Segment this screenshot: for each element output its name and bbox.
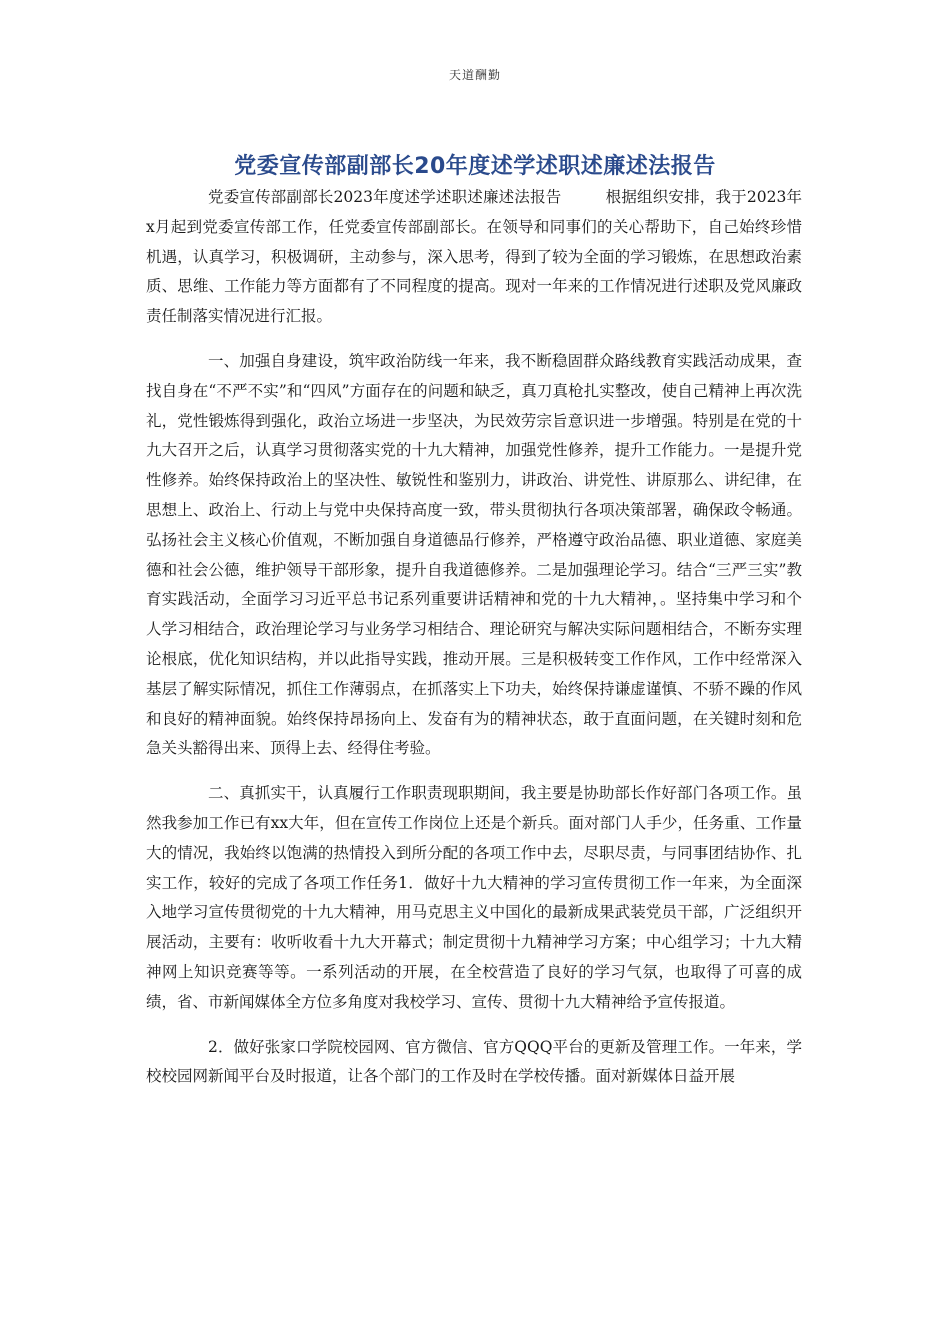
document-body bbox=[146, 183, 802, 1107]
header-note: 天道酬勤 bbox=[448, 68, 501, 82]
intro-lead: 党委宣传部副部长2023年度述学述职述廉述法报告 bbox=[208, 188, 562, 206]
page-title: 党委宣传部副部长20年度述学述职述廉述法报告 bbox=[234, 153, 716, 179]
intro-paragraph bbox=[146, 183, 802, 332]
intro-rest: 根据组织安排，我于2023年x月起到党委宣传部工作，任党委宣传部副部长。在领导和同事们的关心帮助下，自己始终珍惜机遇，认真学习，积极调研，主动参与，深入思考，得到了较为全面的学习锻炼，在思想政治素质、思维、工作能力等方面都有了不同程度的提高。现对一年来的工作情况进行述职及党风廉政责任制落实情况进行汇报。 bbox=[146, 188, 802, 326]
paragraph-section-1: 一、加强自身建设，筑牢政治防线一年来，我不断稳固群众路线教育实践活动成果，查找自身在“不严不实”和“四风”方面存在的问题和缺乏，真刀真枪扎实整改，使自己精神上再次洗礼，党性锻炼得到强化，政治立场进一步坚决，为民效劳宗旨意识进一步增强。特别是在党的十九大召开之后，认真学习贯彻落实党的十九大精神，加强党性修养，提升工作能力。一是提升党性修养。始终保持政治上的坚决性、敏锐性和鉴别力，讲政治、讲党性、讲原那么、讲纪律，在思想上、政治上、行动上与党中央保持高度一致，带头贯彻执行各项决策部署，确保政令畅通。弘扬社会主义核心价值观，不断加强自身道德品行修养，严格遵守政治品德、职业道德、家庭美德和社会公德，维护领导干部形象，提升自我道德修养。二是加强理论学习。结合“三严三实”教育实践活动，全面学习习近平总书记系列重要讲话精神和党的十九大精神，。坚持集中学习和个人学习相结合，政治理论学习与业务学习相结合、理论研究与解决实际问题相结合，不断夯实理论根底，优化知识结构，并以此指导实践，推动开展。三是积极转变工作作风，工作中经常深入基层了解实际情况，抓住工作薄弱点，在抓落实上下功夫，始终保持谦虚谨慎、不骄不躁的作风和良好的精神面貌。始终保持昂扬向上、发奋有为的精神状态，敢于直面问题，在关键时刻和危急关头豁得出来、顶得上去、经得住考验。 bbox=[146, 351, 802, 758]
paragraph-section-3: 2．做好张家口学院校园网、官方微信、官方QQQ平台的更新及管理工作。一年来，学校校园网新闻平台及时报道，让各个部门的工作及时在学校传播。面对新媒体日益开展 bbox=[146, 1037, 802, 1086]
paragraph-section-2: 二、真抓实干，认真履行工作职责现职期间，我主要是协助部长作好部门各项工作。虽然我参加工作已有xx大年，但在宣传工作岗位上还是个新兵。面对部门人手少，任务重、工作量大的情况，我始终以饱满的热情投入到所分配的各项工作中去，尽职尽责，与同事团结协作、扎实工作，较好的完成了各项工作任务1．做好十九大精神的学习宣传贯彻工作一年来，为全面深入地学习宣传贯彻党的十九大精神，用马克思主义中国化的最新成果武装党员干部，广泛组织开展活动，主要有：收听收看十九大开幕式；制定贯彻十九精神学习方案；中心组学习；十九大精神网上知识竞赛等等。一系列活动的开展，在全校营造了良好的学习气氛，也取得了可喜的成绩，省、市新闻媒体全方位多角度对我校学习、宣传、贯彻十九大精神给予宣传报道。 bbox=[146, 784, 802, 1011]
